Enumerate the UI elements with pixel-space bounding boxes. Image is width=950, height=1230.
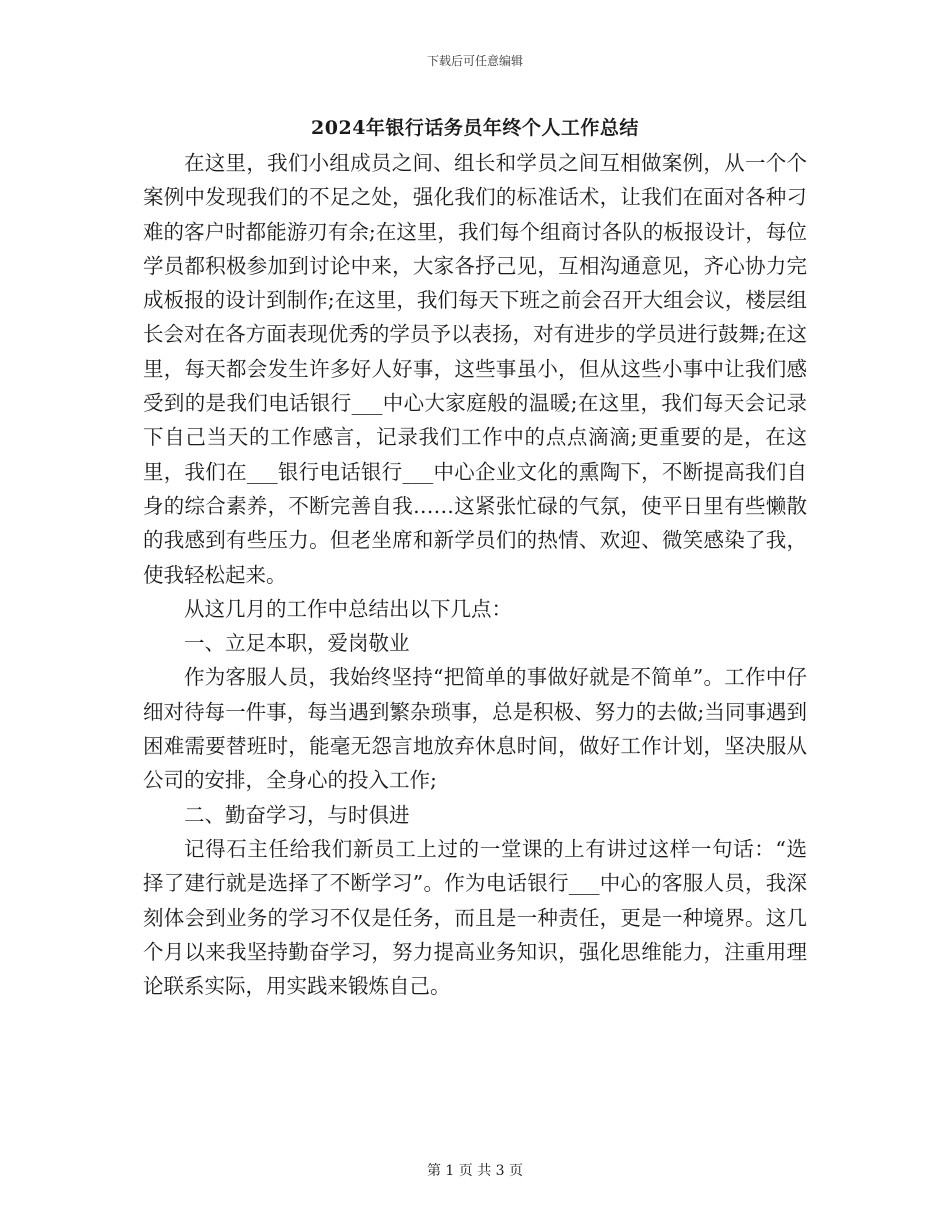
section-heading: 一、立足本职，爱岗敬业 — [184, 631, 410, 656]
paragraph: 在这里，我们小组成员之间、组长和学员之间互相做案例，从一个个案例中发现我们的不足之处，强化我们的标准话术，让我们在面对各种刁难的客户时都能游刃有余;在这里，我们每个组商讨各队的板报设计，每位学员都积极参加到讨论中来，大家各抒己见，互相沟通意见，齐心协力完成板报的设计到制作;在这里，我们每天下班之前会召开大组会议，楼层组长会对在各方面表现优秀的学员予以表扬，对有进步的学员进行鼓舞;在这里，每天都会发生许多好人好事，这些事虽小，但从这些小事中让我们感受到的是我们电话银行___中心大家庭般的温暖;在这里，我们每天会记录下自己当天的工作感言，记录我们工作中的点点滴滴;更重要的是，在这里，我们在___银行电话银行___中心企业文化的熏陶下，不断提高我们自身的综合素养，不断完善自我……这紧张忙碌的气氛，使平日里有些懒散的我感到有些压力。但老坐席和新学员们的热情、欢迎、微笑感染了我，使我轻松起来。 — [143, 151, 807, 587]
page-number: 第 1 页 共 3 页 — [426, 1163, 524, 1179]
header-note: 下载后可任意编辑 — [426, 54, 523, 68]
paragraph: 作为客服人员，我始终坚持“把简单的事做好就是不简单”。工作中仔细对待每一件事，每当遇到繁杂琐事，总是积极、努力的去做;当同事遇到困难需要替班时，能毫无怨言地放弃休息时间，做好工作计划，坚决服从公司的安排，全身心的投入工作; — [143, 665, 807, 793]
document-title: 2024年银行话务员年终个人工作总结 — [311, 117, 639, 139]
paragraph: 记得石主任给我们新员工上过的一堂课的上有讲过这样一句话：“选择了建行就是选择了不断学习”。作为电话银行___中心的客服人员，我深刻体会到业务的学习不仅是任务，而且是一种责任，更是一种境界。这几个月以来我坚持勤奋学习，努力提高业务知识，强化思维能力，注重用理论联系实际，用实践来锻炼自己。 — [143, 836, 807, 999]
section-heading: 二、勤奋学习，与时俱进 — [184, 802, 410, 827]
paragraph: 从这几月的工作中总结出以下几点： — [184, 596, 512, 621]
document-body — [143, 146, 807, 1003]
